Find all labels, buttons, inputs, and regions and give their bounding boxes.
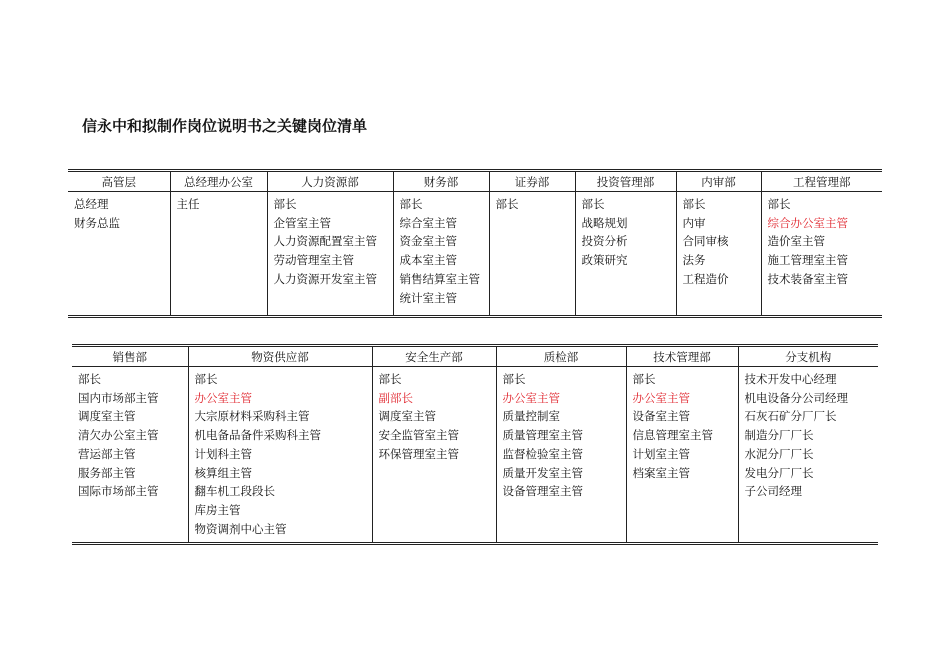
list-item: 成本室主管 (399, 253, 457, 268)
table-header-row (68, 171, 882, 192)
cell-finance (393, 192, 489, 317)
list-item: 国内市场部主管 (78, 390, 159, 405)
list-item: 人力资源配置室主管 (273, 234, 377, 249)
list-item: 机电设备分公司经理 (744, 390, 848, 405)
list-item: 政策研究 (581, 253, 628, 268)
cell-securities (489, 192, 575, 317)
list-item: 工程造价 (682, 271, 729, 286)
list-item: 部长 (378, 372, 402, 386)
table-header-row (72, 346, 878, 367)
list-item: 部长 (632, 372, 656, 386)
list-item: 档案室主管 (632, 465, 690, 480)
list-item: 库房主管 (194, 502, 241, 517)
list-item: 质量控制室 (502, 409, 560, 424)
column-header-safety: 安全生产部 (372, 346, 496, 367)
list-item: 部长 (502, 372, 526, 386)
list-item: 核算组主管 (194, 465, 252, 480)
list-item: 资金室主管 (399, 234, 457, 249)
column-header-executives: 高管层 (68, 171, 170, 192)
list-item-highlighted: 办公室主管 (632, 390, 690, 405)
cell-quality (496, 367, 626, 544)
list-item: 清欠办公室主管 (78, 428, 159, 443)
list-item: 水泥分厂厂长 (744, 446, 814, 461)
list-item: 计划科主管 (194, 446, 252, 461)
table-row (72, 367, 878, 544)
list-item: 制造分厂厂长 (744, 428, 814, 443)
cell-supply (188, 367, 372, 544)
list-item: 内审 (682, 215, 706, 230)
list-item: 主任 (176, 197, 200, 211)
list-item: 部长 (194, 372, 218, 386)
list-item: 信息管理室主管 (632, 428, 713, 443)
list-item: 机电备品备件采购科主管 (194, 428, 321, 443)
cell-technical (626, 367, 738, 544)
list-item: 服务部主管 (78, 465, 136, 480)
column-header-hr: 人力资源部 (267, 171, 393, 192)
list-item: 设备室主管 (632, 409, 690, 424)
cell-executives (68, 192, 170, 317)
column-header-branches: 分支机构 (738, 346, 878, 367)
list-item: 总经理 (74, 197, 109, 211)
column-header-securities: 证券部 (489, 171, 575, 192)
column-header-quality: 质检部 (496, 346, 626, 367)
list-item: 营运部主管 (78, 446, 136, 461)
list-item: 销售结算室主管 (399, 271, 480, 286)
list-item: 技术开发中心经理 (744, 372, 837, 386)
list-item: 调度室主管 (78, 409, 136, 424)
list-item-highlighted: 副部长 (378, 390, 413, 405)
list-item: 安全监管室主管 (378, 428, 459, 443)
list-item: 翻车机工段段长 (194, 484, 275, 499)
list-item: 施工管理室主管 (767, 253, 848, 268)
column-header-supply: 物资供应部 (188, 346, 372, 367)
column-header-finance: 财务部 (393, 171, 489, 192)
list-item: 调度室主管 (378, 409, 436, 424)
list-item: 环保管理室主管 (378, 446, 459, 461)
column-header-sales: 销售部 (72, 346, 188, 367)
list-item: 质量管理室主管 (502, 428, 583, 443)
list-item-highlighted: 办公室主管 (194, 390, 252, 405)
key-positions-table-1 (68, 169, 882, 318)
list-item: 石灰石矿分厂厂长 (744, 409, 837, 424)
list-item: 子公司经理 (744, 484, 802, 499)
list-item: 合同审核 (682, 234, 729, 249)
list-item: 技术装备室主管 (767, 271, 848, 286)
list-item: 大宗原材料采购科主管 (194, 409, 310, 424)
list-item: 部长 (399, 197, 423, 211)
list-item-highlighted: 综合办公室主管 (767, 215, 848, 230)
cell-gm-office (170, 192, 267, 317)
list-item: 部长 (767, 197, 791, 211)
page-title: 信永中和拟制作岗位说明书之关键岗位清单 (82, 117, 368, 135)
column-header-investment: 投资管理部 (575, 171, 676, 192)
cell-branches (738, 367, 878, 544)
list-item: 人力资源开发室主管 (273, 271, 377, 286)
column-header-internal-audit: 内审部 (676, 171, 761, 192)
list-item: 财务总监 (74, 215, 120, 230)
list-item: 部长 (495, 197, 519, 211)
list-item: 部长 (273, 197, 297, 211)
cell-sales (72, 367, 188, 544)
column-header-technical: 技术管理部 (626, 346, 738, 367)
cell-safety (372, 367, 496, 544)
cell-internal-audit (676, 192, 761, 317)
list-item: 物资调剂中心主管 (194, 521, 287, 536)
list-item: 企管室主管 (273, 215, 331, 230)
list-item: 发电分厂厂长 (744, 465, 814, 480)
list-item: 劳动管理室主管 (273, 253, 354, 268)
list-item: 综合室主管 (399, 215, 457, 230)
list-item: 统计室主管 (399, 290, 457, 305)
list-item: 战略规划 (581, 215, 628, 230)
list-item: 质量开发室主管 (502, 465, 583, 480)
cell-investment (575, 192, 676, 317)
list-item: 计划室主管 (632, 446, 690, 461)
list-item: 设备管理室主管 (502, 484, 583, 499)
key-positions-table-2 (72, 344, 878, 545)
list-item: 国际市场部主管 (78, 484, 159, 499)
list-item: 部长 (78, 372, 101, 386)
list-item: 法务 (682, 253, 706, 268)
list-item: 投资分析 (581, 234, 628, 249)
list-item: 部长 (581, 197, 605, 211)
list-item: 部长 (682, 197, 706, 211)
list-item: 监督检验室主管 (502, 446, 583, 461)
list-item-highlighted: 办公室主管 (502, 390, 560, 405)
list-item: 造价室主管 (767, 234, 825, 249)
table-row (68, 192, 882, 317)
cell-hr (267, 192, 393, 317)
column-header-engineering: 工程管理部 (761, 171, 882, 192)
column-header-gm-office: 总经理办公室 (170, 171, 267, 192)
cell-engineering (761, 192, 882, 317)
